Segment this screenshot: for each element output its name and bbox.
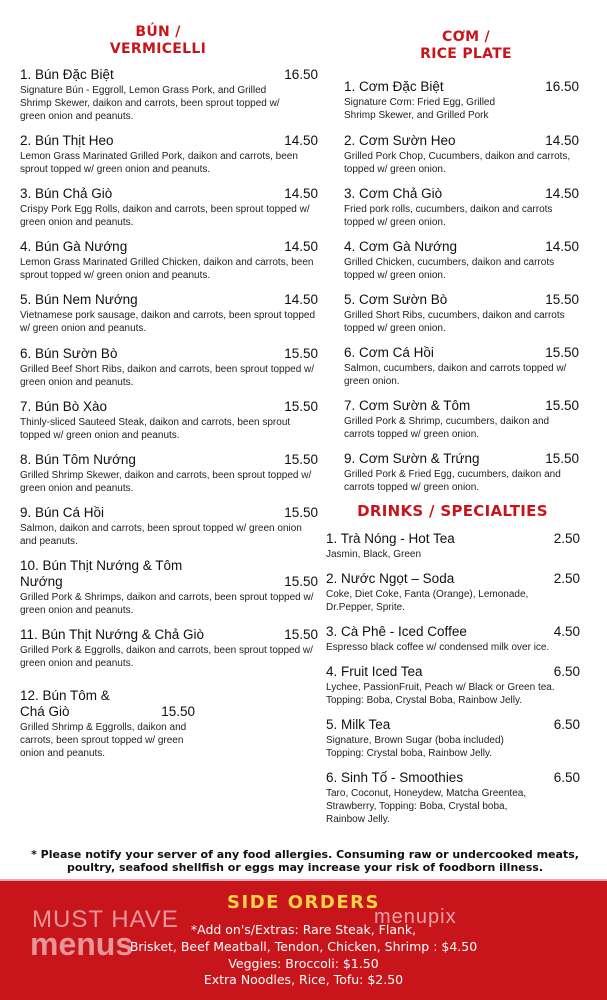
drink-item [326,571,580,614]
item-price: 15.50 [161,704,195,719]
item-price: 14.50 [545,133,579,148]
item-name: 5. Bún Nem Nướng [20,292,138,307]
item-description: Vietnamese pork sausage, daikon and carrots, been sprout topped w/ green onion and peanuts. [20,310,316,334]
menu-item [344,79,579,122]
drink-item [326,624,580,654]
item-description: Lemon Grass Marinated Grilled Pork, daikon and carrots, been sprout topped w/ green onion and peanuts. [20,151,298,175]
item-price: 14.50 [284,239,318,254]
item-price: 15.50 [284,627,318,642]
item-price: 14.50 [545,186,579,201]
side-orders-line: Veggies: Broccoli: $1.50 [228,956,379,971]
item-description: Grilled Shrimp Skewer, daikon and carrots, been sprout topped w/ green onion and peanuts. [20,470,312,494]
watermark-menus: menus [30,926,134,962]
item-price: 4.50 [553,624,580,639]
item-name: 4. Bún Gà Nướng [20,239,128,254]
item-name: 4. Fruit Iced Tea [326,664,423,679]
watermark-must-have: MUST HAVE [32,906,179,933]
menu-item [20,186,318,229]
item-price: 16.50 [545,79,579,94]
menu-item [344,239,579,282]
item-description: Signature Cơm: Fried Egg, Grilled Shrimp Skewer, and Grilled Pork [344,97,496,121]
item-description: Grilled Pork & Shrimp, cucumbers, daikon and carrots topped w/ green onion. [344,416,550,440]
item-name: 12. Bún Tôm & Chá Giò [20,688,110,719]
item-price: 14.50 [284,292,318,307]
item-name: 10. Bún Thịt Nướng & Tôm Nướng [20,558,183,589]
item-description: Coke, Diet Coke, Fanta (Orange), Lemonade, Dr.Pepper, Sprite. [326,589,529,613]
watermark-menupix: menupix [374,906,457,928]
item-name: 8. Bún Tôm Nướng [20,452,136,467]
item-name: 11. Bún Thịt Nướng & Chả Giò [20,627,204,642]
side-orders-title: SIDE ORDERS [227,892,380,913]
bun-section-title [88,24,228,58]
item-name: 2. Cơm Sườn Heo [344,133,456,148]
item-name: 7. Cơm Sườn & Tôm [344,398,471,413]
com-section-title [396,29,536,63]
item-description: Lychee, PassionFruit, Peach w/ Black or Green tea. Topping: Boba, Crystal Boba, Rainbow Jelly. [326,682,555,706]
bun-title-line2: VERMICELLI [109,41,207,57]
item-name: 3. Bún Chả Giò [20,186,113,201]
item-price: 14.50 [284,186,318,201]
com-title-line2: RICE PLATE [420,46,512,62]
item-name: 2. Nước Ngọt – Soda [326,571,455,586]
item-description: Crispy Pork Egg Rolls, daikon and carrots, been sprout topped w/ green onion and peanuts. [20,204,310,228]
item-description: Signature Bún - Eggroll, Lemon Grass Pork, and Grilled Shrimp Skewer, daikon and carrots, been sprout topped w/ green onion and peanuts. [20,85,280,122]
drinks-title-text: DRINKS / SPECIALTIES [357,502,548,520]
item-description: Grilled Shrimp & Eggrolls, daikon and carrots, been sprout topped w/ green onion and peanuts. [20,722,187,759]
item-name: 5. Cơm Sườn Bò [344,292,448,307]
item-name: 2. Bún Thịt Heo [20,133,114,148]
drink-item [326,717,580,760]
item-name: 6. Sinh Tố - Smoothies [326,770,464,785]
menu-item [20,688,195,760]
item-price: 6.50 [553,770,580,785]
item-price: 15.50 [284,505,318,520]
allergy-note: * Please notify your server of any food allergies. Consuming raw or undercooked meats, poultry, seafood shellfish or eggs may increase your risk of foodborn illness. [31,848,579,874]
item-price: 6.50 [553,664,580,679]
menu-item [344,345,579,388]
item-price: 14.50 [545,239,579,254]
item-description: Fried pork rolls, cucumbers, daikon and carrots topped w/ green onion. [344,204,553,228]
item-name: 1. Bún Đặc Biệt [20,67,114,82]
menu-item [20,627,318,670]
item-description: Grilled Pork & Eggrolls, daikon and carrots, been sprout topped w/ green onion and peanuts. [20,645,313,669]
item-price: 15.50 [545,451,579,466]
item-name: 9. Cơm Sườn & Trứng [344,451,480,466]
item-description: Grilled Pork & Fried Egg, cucumbers, daikon and carrots topped w/ green onion. [344,469,561,493]
item-name: 1. Trà Nóng - Hot Tea [326,531,455,546]
item-price: 14.50 [284,133,318,148]
item-description: Lemon Grass Marinated Grilled Chicken, daikon and carrots, been sprout topped w/ green onion and peanuts. [20,257,314,281]
menu-item [344,398,579,441]
item-description: Thinly-sliced Sauteed Steak, daikon and carrots, been sprout topped w/ green onion and peanuts. [20,417,291,441]
menu-item [20,239,318,282]
menu-item [20,346,318,389]
menu-item [344,292,579,335]
item-price: 15.50 [284,399,318,414]
item-price: 15.50 [545,398,579,413]
drink-item [326,664,580,707]
item-price: 15.50 [284,346,318,361]
item-price: 16.50 [284,67,318,82]
item-name: 6. Bún Sườn Bò [20,346,118,361]
item-description: Signature, Brown Sugar (boba included) Topping: Crystal boba, Rainbow Jelly. [326,735,504,759]
item-name: 7. Bún Bò Xào [20,399,108,414]
item-description: Salmon, cucumbers, daikon and carrots topped w/ green onion. [344,363,567,387]
menu-item [344,186,579,229]
item-price: 15.50 [284,452,318,467]
side-orders-line: Extra Noodles, Rice, Tofu: $2.50 [203,972,404,987]
menu-item [20,292,318,335]
item-name: 4. Cơm Gà Nướng [344,239,458,254]
item-description: Jasmin, Black, Green [326,549,422,560]
item-name: 9. Bún Cá Hồi [20,505,105,520]
item-price: 6.50 [553,717,580,732]
menu-item [20,399,318,442]
item-name: 5. Milk Tea [326,717,391,732]
menu-item [344,451,579,494]
bun-title-line1: BÚN / [135,24,181,40]
item-description: Grilled Pork & Shrimps, daikon and carrots, been sprout topped w/ green onion and peanuts. [20,592,314,616]
item-name: 3. Cơm Chả Giò [344,186,443,201]
item-price: 2.50 [553,571,580,586]
item-description: Grilled Pork Chop, Cucumbers, daikon and carrots, topped w/ green onion. [344,151,571,175]
side-orders-line: Brisket, Beef Meatball, Tendon, Chicken, Shrimp : $4.50 [129,939,478,954]
item-price: 15.50 [284,574,318,589]
item-price: 15.50 [545,292,579,307]
drinks-section-title [330,503,575,520]
menu-item [344,133,579,176]
side-orders-line: *Add on's/Extras: Rare Steak, Flank, [190,922,417,937]
com-title-line1: CƠM / [442,29,490,45]
drink-item [326,770,580,826]
menu-item [20,558,318,617]
menu-item [20,67,318,123]
item-name: 6. Cơm Cá Hồi [344,345,434,360]
item-name: 3. Cà Phê - Iced Coffee [326,624,467,639]
item-price: 15.50 [545,345,579,360]
item-description: Grilled Beef Short Ribs, daikon and carrots, been sprout topped w/ green onion and peanuts. [20,364,315,388]
item-description: Grilled Chicken, cucumbers, daikon and carrots topped w/ green onion. [344,257,555,281]
item-price: 2.50 [553,531,580,546]
menu-item [20,505,318,548]
item-name: 1. Cơm Đặc Biệt [344,79,444,94]
item-description: Taro, Coconut, Honeydew, Matcha Greentea, Strawberry, Topping: Boba, Crystal boba, Rainbow Jelly. [326,788,527,825]
item-description: Espresso black coffee w/ condensed milk over ice. [326,642,550,653]
item-description: Salmon, daikon and carrots, been sprout topped w/ green onion and peanuts. [20,523,302,547]
item-description: Grilled Short Ribs, cucumbers, daikon and carrots topped w/ green onion. [344,310,565,334]
menu-item [20,452,318,495]
drink-item [326,531,580,561]
menu-item [20,133,318,176]
